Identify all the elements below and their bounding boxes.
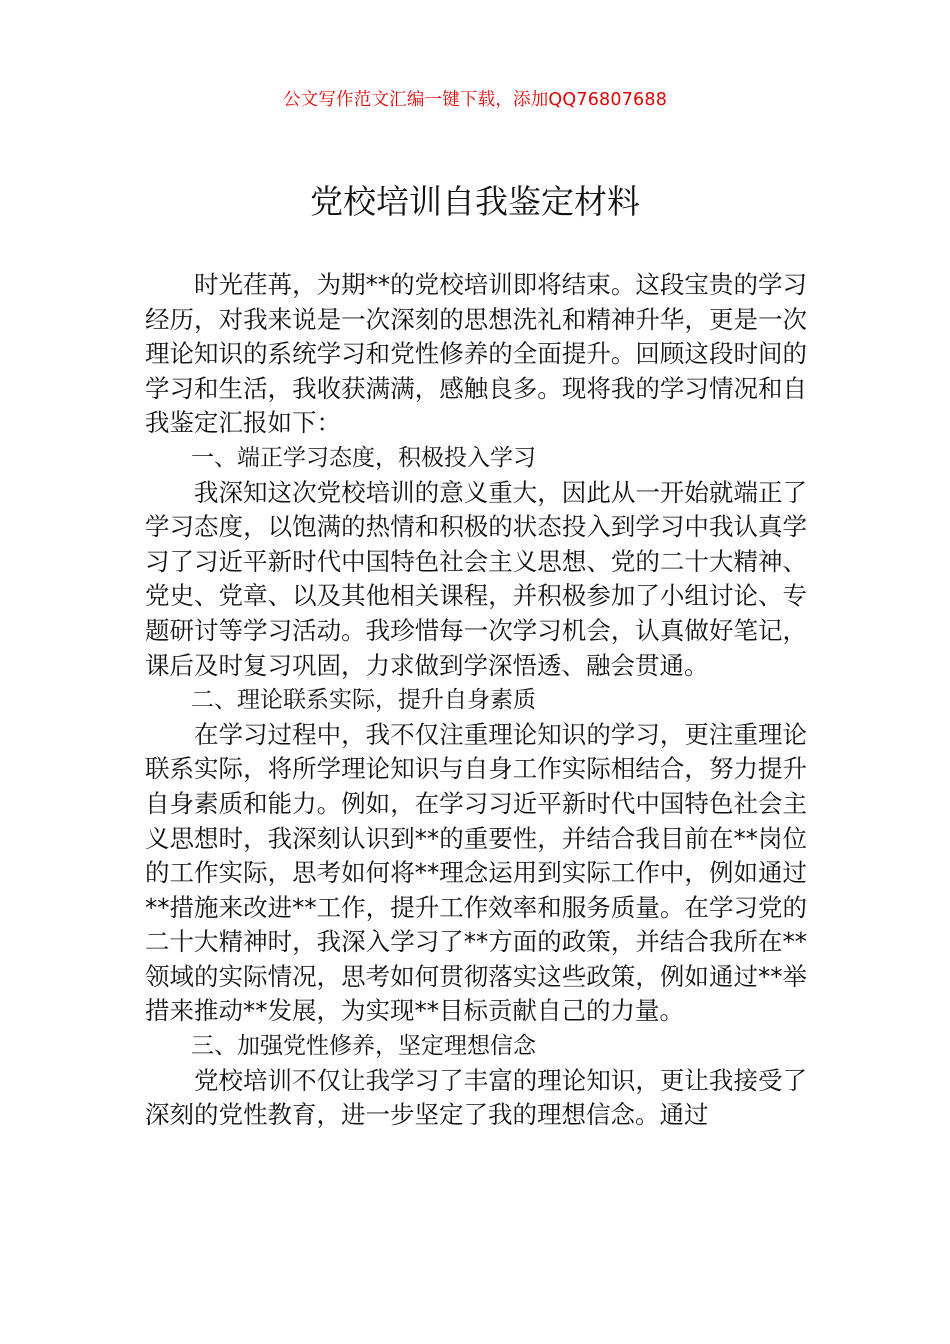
document-body xyxy=(145,268,807,1133)
section-1-heading: 一、端正学习态度，积极投入学习 xyxy=(191,444,536,471)
section-3-paragraph: 党校培训不仅让我学习了丰富的理论知识，更让我接受了深刻的党性教育，进一步坚定了我的理想信念。通过 xyxy=(145,1065,807,1130)
section-2-heading: 二、理论联系实际，提升自身素质 xyxy=(191,687,536,714)
document-title: 党校培训自我鉴定材料 xyxy=(310,182,640,221)
header-notice: 公文写作范文汇编一键下载，添加QQ76807688 xyxy=(282,90,668,110)
section-3-heading: 三、加强党性修养，坚定理想信念 xyxy=(191,1033,536,1060)
intro-paragraph: 时光荏苒，为期**的党校培训即将结束。这段宝贵的学习经历，对我来说是一次深刻的思想洗礼和精神升华，更是一次理论知识的系统学习和党性修养的全面提升。回顾这段时间的学习和生活，我收获满满，感触良多。现将我的学习情况和自我鉴定汇报如下： xyxy=(145,270,807,438)
section-1-paragraph: 我深知这次党校培训的意义重大，因此从一开始就端正了学习态度，以饱满的热情和积极的状态投入到学习中我认真学习了习近平新时代中国特色社会主义思想、党的二十大精神、党史、党章、以及其他相关课程，并积极参加了小组讨论、专题研讨等学习活动。我珍惜每一次学习机会，认真做好笔记，课后及时复习巩固，力求做到学深悟透、融会贯通。 xyxy=(145,477,807,680)
section-2-paragraph: 在学习过程中，我不仅注重理论知识的学习，更注重理论联系实际，将所学理论知识与自身工作实际相结合，努力提升自身素质和能力。例如，在学习习近平新时代中国特色社会主义思想时，我深刻认识到**的重要性，并结合我目前在**岗位的工作实际，思考如何将**理念运用到实际工作中，例如通过**措施来改进**工作，提升工作效率和服务质量。在学习党的二十大精神时，我深入学习了**方面的政策，并结合我所在**领域的实际情况，思考如何贯彻落实这些政策，例如通过**举措来推动**发展，为实现**目标贡献自己的力量。 xyxy=(145,719,807,1026)
